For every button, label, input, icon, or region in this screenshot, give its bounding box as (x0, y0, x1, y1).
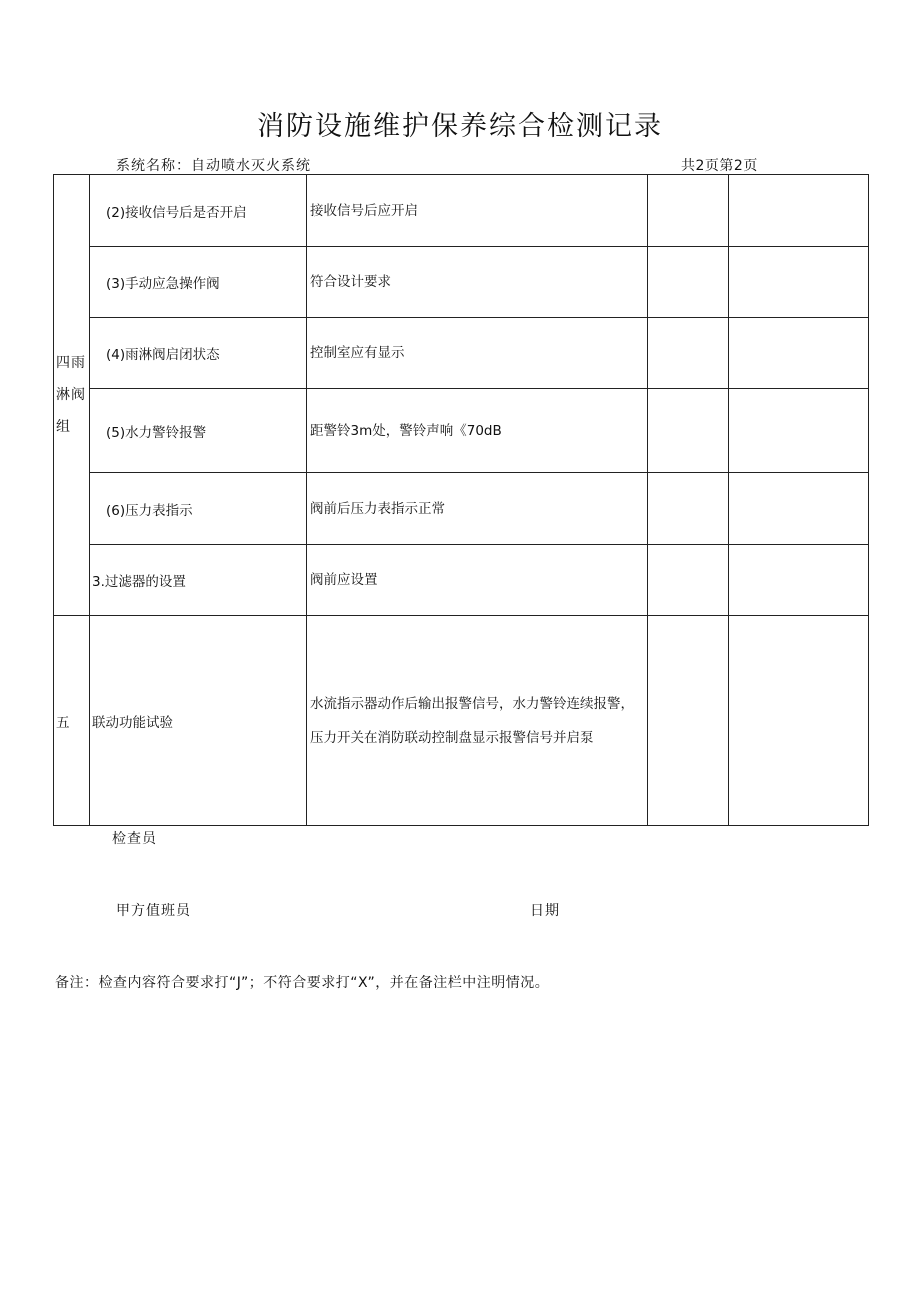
section-label: 四雨淋阀组 (56, 355, 86, 435)
requirement-cell: 距警铃3m处，警铃声响《70dB (307, 389, 648, 473)
remark-cell[interactable] (729, 545, 869, 616)
requirement-cell: 控制室应有显示 (307, 318, 648, 389)
remark-cell[interactable] (729, 616, 869, 826)
result-cell[interactable] (648, 389, 729, 473)
requirement-cell: 接收信号后应开启 (307, 175, 648, 247)
section-cell (54, 175, 90, 616)
date-label: 日期 (530, 903, 560, 919)
table-row (54, 389, 869, 473)
result-cell[interactable] (648, 247, 729, 318)
inspector-label: 检查员 (112, 831, 157, 847)
inspection-table (53, 174, 869, 826)
table-row (54, 175, 869, 247)
item-cell: 联动功能试验 (90, 616, 307, 826)
remark-cell[interactable] (729, 389, 869, 473)
section-label: 五 (54, 616, 90, 826)
result-cell[interactable] (648, 545, 729, 616)
table-row (54, 616, 869, 826)
document-title: 消防设施维护保养综合检测记录 (257, 111, 663, 142)
page-info: 共2页第2页 (681, 158, 758, 174)
table-row (54, 318, 869, 389)
duty-staff-label: 甲方值班员 (116, 903, 191, 919)
item-cell: (6)压力表指示 (90, 473, 307, 545)
requirement-cell: 阀前后压力表指示正常 (307, 473, 648, 545)
result-cell[interactable] (648, 473, 729, 545)
remark-cell[interactable] (729, 318, 869, 389)
table-row (54, 247, 869, 318)
result-cell[interactable] (648, 318, 729, 389)
requirement-cell: 阀前应设置 (307, 545, 648, 616)
requirement-cell: 水流指示器动作后输出报警信号，水力警铃连续报警，压力开关在消防联动控制盘显示报警信号并启泵 (307, 616, 648, 826)
item-cell: (5)水力警铃报警 (90, 389, 307, 473)
remark-cell[interactable] (729, 473, 869, 545)
remark-note: 备注：检查内容符合要求打“J”；不符合要求打“X”，并在备注栏中注明情况。 (55, 975, 550, 991)
result-cell[interactable] (648, 175, 729, 247)
remark-cell[interactable] (729, 247, 869, 318)
table-row (54, 545, 869, 616)
item-cell: (3)手动应急操作阀 (90, 247, 307, 318)
item-cell: (2)接收信号后是否开启 (90, 175, 307, 247)
remark-cell[interactable] (729, 175, 869, 247)
requirement-cell: 符合设计要求 (307, 247, 648, 318)
result-cell[interactable] (648, 616, 729, 826)
item-cell: (4)雨淋阀启闭状态 (90, 318, 307, 389)
system-name: 系统名称：自动喷水灭火系统 (116, 158, 311, 174)
item-cell: 3.过滤器的设置 (90, 545, 307, 616)
table-row (54, 473, 869, 545)
